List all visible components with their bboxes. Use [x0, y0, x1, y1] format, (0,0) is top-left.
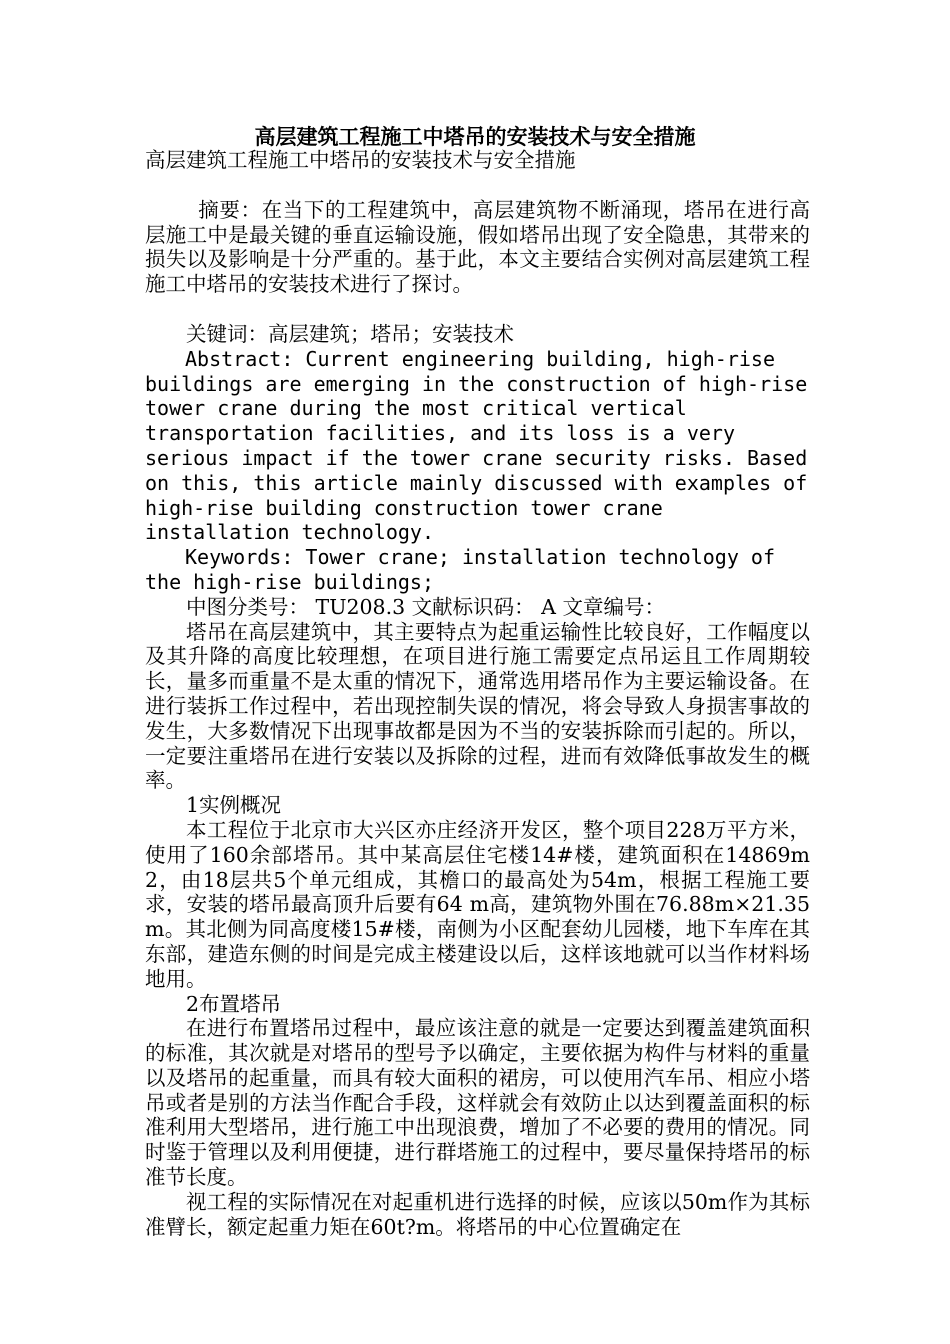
section-2-paragraph-2: 视工程的实际情况在对起重机进行选择的时候，应该以50m作为其标准臂长，额定起重力矩在60t?m。将塔吊的中心位置确定在 [145, 1189, 810, 1239]
section-2-paragraph-1: 在进行布置塔吊过程中，最应该注意的就是一定要达到覆盖建筑面积的标准，其次就是对塔吊的型号予以确定，主要依据为构件与材料的重量以及塔吊的起重量，而具有较大面积的裙房，可以使用汽车吊、相应小塔吊或者是别的方法当作配合手段，这样就会有效防止以达到覆盖面积的标准利用大型塔吊，进行施工中出现浪费，增加了不必要的费用的情况。同时鉴于管理以及利用便捷，进行群塔施工的过程中，要尽量保持塔吊的标准节长度。 [145, 1016, 810, 1190]
document-body [145, 148, 810, 1239]
classification-line: 中图分类号： TU208.3 文献标识码： A 文章编号： [186, 594, 666, 619]
document-subtitle: 高层建筑工程施工中塔吊的安装技术与安全措施 [145, 148, 576, 172]
keywords-en: Keywords: Tower crane; installation technology of the high-rise buildings; [145, 545, 776, 594]
spacer [145, 297, 810, 322]
keywords-cn: 关键词：高层建筑；塔吊；安装技术 [186, 321, 514, 346]
section-1-paragraph: 本工程位于北京市大兴区亦庄经济开发区，整个项目228万平方米，使用了160余部塔吊。其中某高层住宅楼14#楼，建筑面积在14869m2，由18层共5个单元组成，其檐口的最高处为54m，根据工程施工要求，安装的塔吊最高顶升后要有64 m高，建筑物外围在76.88m×21.35m。其北侧为同高度楼15#楼，南侧为小区配套幼儿园楼，地下车库在其东部，建造东侧的时间是完成主楼建设以后，这样该地就可以当作材料场地用。 [145, 817, 810, 991]
section-2-heading: 2布置塔吊 [186, 991, 282, 1016]
intro-paragraph: 塔吊在高层建筑中，其主要特点为起重运输性比较良好，工作幅度以及其升降的高度比较理想，在项目进行施工需要定点吊运且工作周期较长，量多而重量不是太重的情况下，通常选用塔吊作为主要运输设备。在进行装拆工作过程中，若出现控制失误的情况，将会导致人身损害事故的发生，大多数情况下出现事故都是因为不当的安装拆除而引起的。所以，一定要注重塔吊在进行安装以及拆除的过程，进而有效降低事故发生的概率。 [145, 619, 810, 793]
section-1-heading: 1实例概况 [186, 793, 282, 818]
abstract-cn: 摘要：在当下的工程建筑中，高层建筑物不断涌现，塔吊在进行高层施工中是最关键的垂直运输设施，假如塔吊出现了安全隐患，其带来的损失以及影响是十分严重的。基于此，本文主要结合实例对高层建筑工程施工中塔吊的安装技术进行了探讨。 [145, 197, 810, 297]
abstract-en: Abstract: Current engineering building, high-rise buildings are emerging in the construction of high-rise tower crane during the most critical vertical transportation facilities, and its loss is a very serious impact if the tower crane security risks. Based on this, this article mainly discussed with examples of high-rise building construction tower crane installation technology. [145, 346, 808, 545]
spacer [145, 173, 810, 198]
document-title: 高层建筑工程施工中塔吊的安装技术与安全措施 [254, 124, 696, 149]
